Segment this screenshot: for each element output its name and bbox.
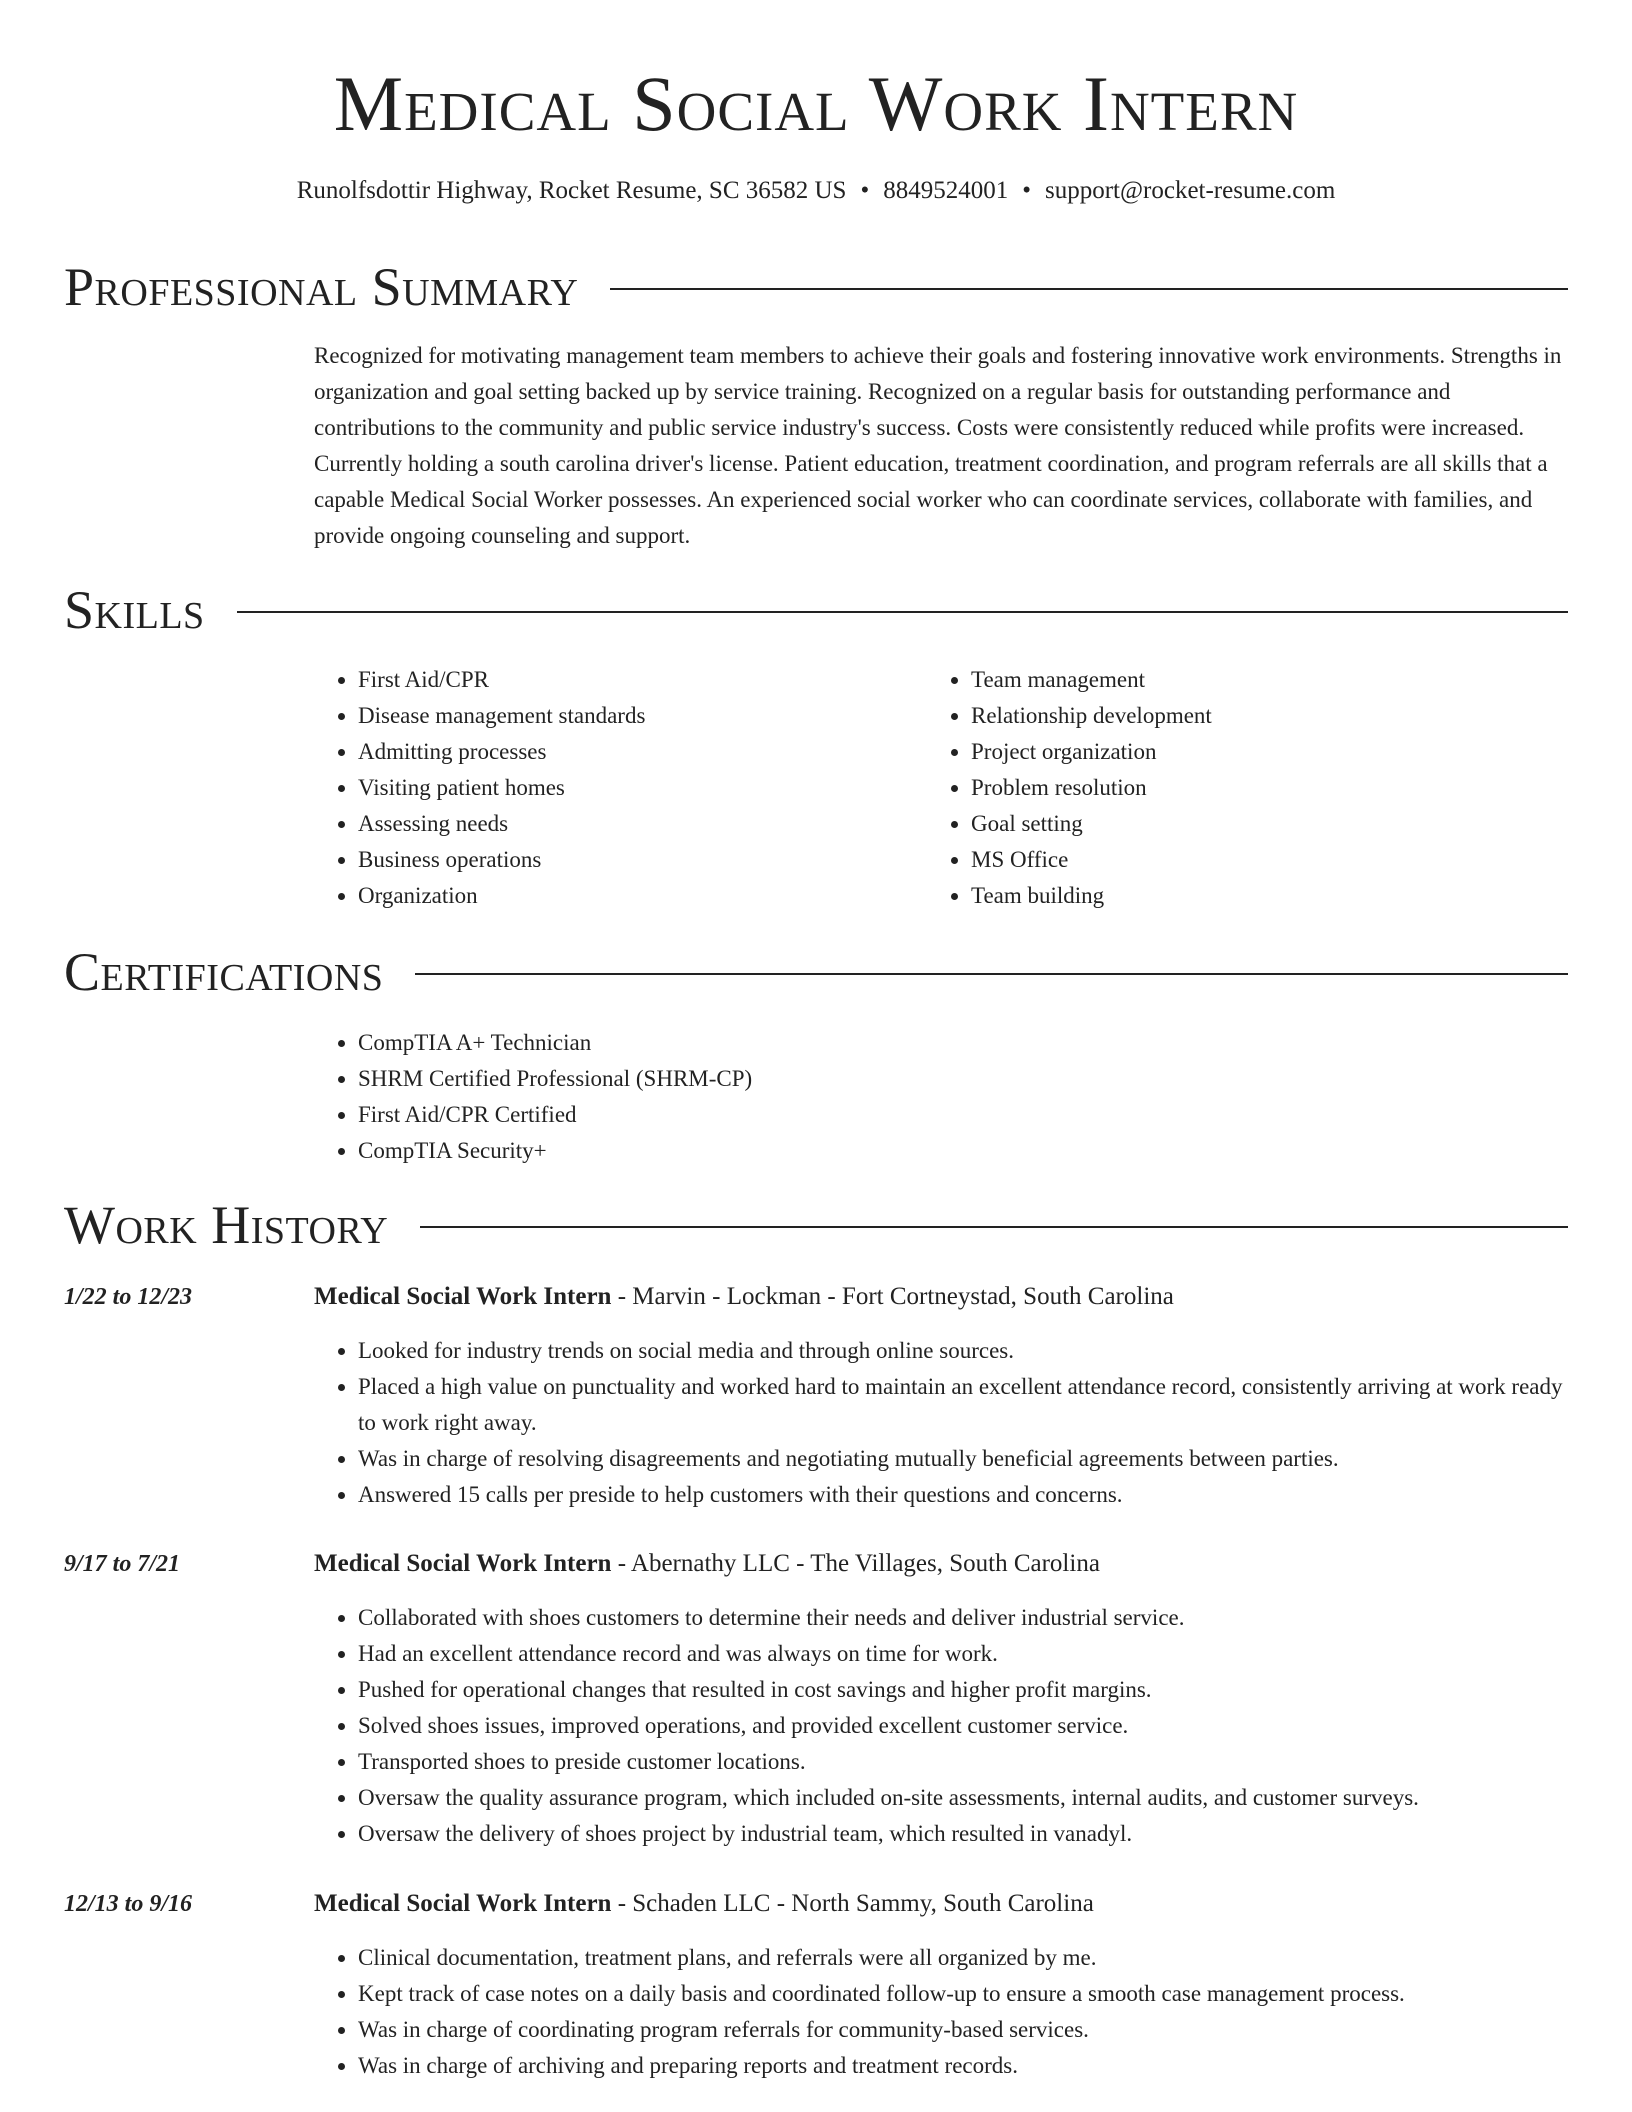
skill-item: • First Aid/CPR bbox=[358, 662, 914, 698]
job-employer: - Abernathy LLC - The Villages, South Carolina bbox=[611, 1550, 1100, 1577]
job-duties-wrap bbox=[314, 1940, 1568, 2084]
job-title: Medical Social Work Intern bbox=[314, 1550, 612, 1577]
job-title: Medical Social Work Intern bbox=[314, 1890, 612, 1917]
skill-item: • Visiting patient homes bbox=[358, 770, 914, 806]
certifications-list bbox=[314, 1025, 752, 1169]
job-heading bbox=[314, 1279, 1568, 1315]
section-professional-summary bbox=[64, 257, 1568, 317]
job-duty: • Pushed for operational changes that resulted in cost savings and higher profit margins. bbox=[358, 1672, 1568, 1708]
skill-item: • MS Office bbox=[971, 842, 1547, 878]
job-duties-wrap bbox=[314, 1333, 1568, 1513]
section-divider bbox=[610, 288, 1568, 290]
skills-column-right bbox=[927, 662, 1547, 914]
skill-item: • Project organization bbox=[971, 734, 1547, 770]
job-duty: • Looked for industry trends on social media and through online sources. bbox=[358, 1333, 1568, 1369]
resume-name: Medical Social Work Intern bbox=[333, 60, 1299, 147]
skills-column-left bbox=[314, 662, 914, 914]
job-heading bbox=[314, 1886, 1568, 1922]
contact-separator: • bbox=[860, 177, 870, 204]
contact-separator: • bbox=[1022, 177, 1031, 204]
job-employer: - Marvin - Lockman - Fort Cortneystad, South Carolina bbox=[611, 1283, 1174, 1310]
contact-phone: 8849524001 bbox=[883, 177, 1009, 204]
skill-item: • Team management bbox=[971, 662, 1547, 698]
job-duties bbox=[314, 1600, 1568, 1852]
job-duty: • Collaborated with shoes customers to determine their needs and deliver industrial service. bbox=[358, 1600, 1568, 1636]
job-duty: • Oversaw the delivery of shoes project by industrial team, which resulted in vanadyl. bbox=[358, 1816, 1568, 1852]
skill-item: • Team building bbox=[971, 878, 1547, 914]
job-heading bbox=[314, 1546, 1568, 1582]
job-duties-wrap bbox=[314, 1600, 1568, 1852]
skill-item: • Business operations bbox=[358, 842, 914, 878]
skill-item: • Relationship development bbox=[971, 698, 1547, 734]
skill-item: • Goal setting bbox=[971, 806, 1547, 842]
section-divider bbox=[415, 973, 1568, 975]
job-duty: • Kept track of case notes on a daily basis and coordinated follow-up to ensure a smooth case management process. bbox=[358, 1976, 1568, 2012]
contact-address: Runolfsdottir Highway, Rocket Resume, SC 36582 US bbox=[296, 177, 847, 204]
job-duties bbox=[314, 1940, 1568, 2084]
job-dates: 1/22 to 12/23 bbox=[64, 1284, 193, 1310]
certification-item: • First Aid/CPR Certified bbox=[358, 1097, 752, 1133]
certification-item: • CompTIA A+ Technician bbox=[358, 1025, 752, 1061]
skill-item: • Organization bbox=[358, 878, 914, 914]
section-divider bbox=[420, 1226, 1568, 1228]
job-duty: • Was in charge of coordinating program referrals for community-based services. bbox=[358, 2012, 1568, 2048]
summary-text: Recognized for motivating management team members to achieve their goals and fostering innovative work environments. Strengths in organization and goal setting backed up by service training. Recognized on a regular basis for outstanding performance and contributions to the community and public service industry's success. Costs were consistently reduced while profits were increased. Currently holding a south carolina driver's license. Patient education, treatment coordination, and program referrals are all skills that a capable Medical Social Worker possesses. An experienced social worker who can coordinate services, collaborate with families, and provide ongoing counseling and support. bbox=[314, 343, 1562, 548]
certification-item: • CompTIA Security+ bbox=[358, 1133, 752, 1169]
section-work-history bbox=[64, 1195, 1568, 1255]
job-duty: • Had an excellent attendance record and was always on time for work. bbox=[358, 1636, 1568, 1672]
job-duty: • Answered 15 calls per preside to help customers with their questions and concerns. bbox=[358, 1477, 1568, 1513]
job-duty: • Placed a high value on punctuality and worked hard to maintain an excellent attendance record, consistently arriving at work ready to work right away. bbox=[358, 1369, 1568, 1441]
section-certifications bbox=[64, 942, 1568, 1002]
skill-item: • Problem resolution bbox=[971, 770, 1547, 806]
skills-list-left bbox=[314, 662, 914, 914]
job-duty: • Was in charge of resolving disagreements and negotiating mutually beneficial agreements between parties. bbox=[358, 1441, 1568, 1477]
job-dates: 9/17 to 7/21 bbox=[64, 1551, 181, 1577]
job-dates: 12/13 to 9/16 bbox=[64, 1891, 193, 1917]
section-title: Professional Summary bbox=[64, 257, 579, 317]
skill-item: • Admitting processes bbox=[358, 734, 914, 770]
section-divider bbox=[237, 611, 1568, 613]
section-title: Certifications bbox=[64, 942, 384, 1002]
job-duties bbox=[314, 1333, 1568, 1513]
job-duty: • Was in charge of archiving and preparing reports and treatment records. bbox=[358, 2048, 1568, 2084]
skill-item: • Disease management standards bbox=[358, 698, 914, 734]
certifications-list-wrap bbox=[314, 1025, 752, 1169]
job-duty: • Clinical documentation, treatment plans, and referrals were all organized by me. bbox=[358, 1940, 1568, 1976]
certification-item: • SHRM Certified Professional (SHRM-CP) bbox=[358, 1061, 752, 1097]
contact-email: support@rocket-resume.com bbox=[1045, 177, 1336, 204]
job-duty: • Oversaw the quality assurance program, which included on-site assessments, internal audits, and customer surveys. bbox=[358, 1780, 1568, 1816]
section-title: Work History bbox=[64, 1195, 389, 1255]
contact-line bbox=[0, 174, 1632, 208]
skills-list-right bbox=[927, 662, 1547, 914]
job-title: Medical Social Work Intern bbox=[314, 1283, 612, 1310]
section-skills bbox=[64, 580, 1568, 640]
section-title: Skills bbox=[64, 580, 205, 640]
job-duty: • Solved shoes issues, improved operations, and provided excellent customer service. bbox=[358, 1708, 1568, 1744]
job-employer: - Schaden LLC - North Sammy, South Carolina bbox=[611, 1890, 1094, 1917]
job-duty: • Transported shoes to preside customer locations. bbox=[358, 1744, 1568, 1780]
skill-item: • Assessing needs bbox=[358, 806, 914, 842]
